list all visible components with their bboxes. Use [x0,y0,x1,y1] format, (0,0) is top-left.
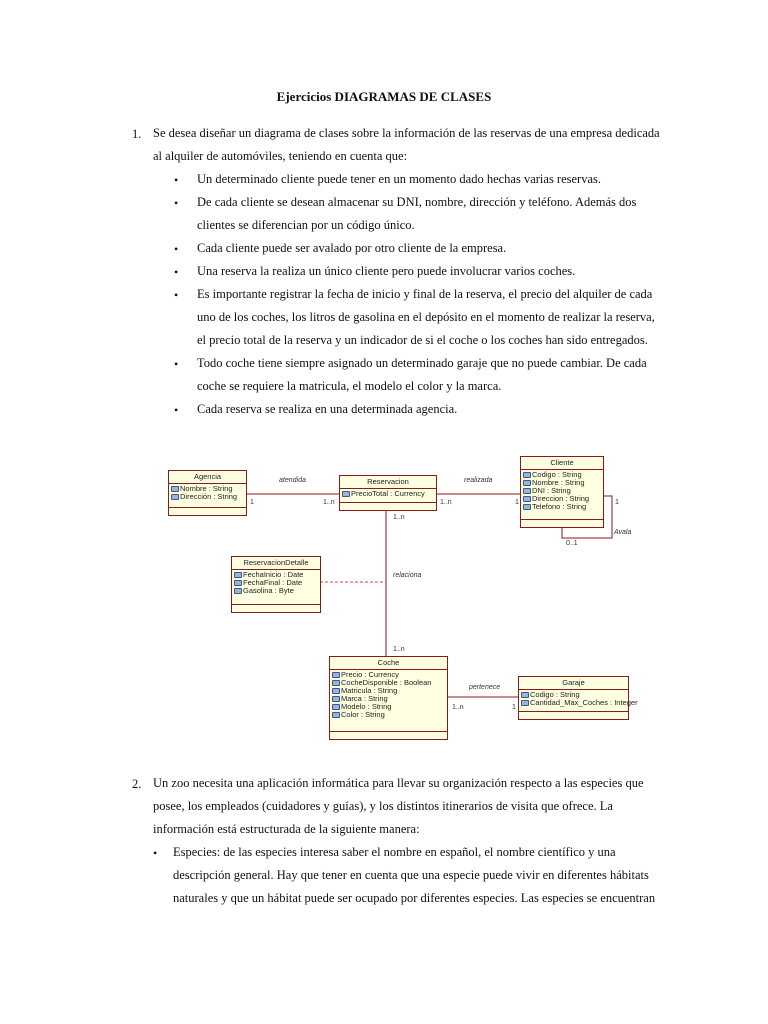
attribute [342,490,434,498]
operations-divider [519,711,628,712]
label-relaciona: relaciona [393,572,422,579]
label-realizada: realizada [464,477,493,484]
bullet-line: el precio total de la reserva y un indicador de si el coche o los coches han sido entregados. [197,333,648,347]
class-reservacion-detalle [231,556,321,613]
bullet-line: Cada cliente puede ser avalado por otro cliente de la empresa. [197,241,507,255]
attribute [332,711,445,719]
attribute-text: Nombre : String [180,484,233,493]
attribute [521,698,638,707]
class-agencia [168,470,247,516]
class-name: Cliente [521,457,603,470]
attribute-list [340,489,436,499]
bullet-line: clientes se diferencian por un código único. [197,218,415,232]
intro-line: al alquiler de automóviles, teniendo en cuenta que: [153,149,408,163]
attribute-text: Matricula : String [341,686,398,695]
class-name: Reservacion [340,476,436,489]
attribute-list [232,570,320,596]
multiplicity: 1 [250,499,254,506]
multiplicity: 1..n [393,514,405,521]
attribute-text: Nombre : String [532,478,585,487]
bullet-icon: • [174,403,179,417]
bullet-line: Una reserva la realiza un único cliente pero puede involucrar varios coches. [197,264,576,278]
multiplicity: 1..n [393,646,405,653]
class-reservacion [339,475,437,511]
operations-divider [330,731,447,732]
intro-line: posee, los empleados (cuidadores y guías), y los distintos itinerarios de visita que ofrece. La [153,799,613,813]
attribute-icon [342,491,350,497]
attribute-icon [523,496,531,502]
attribute-icon [234,588,242,594]
exercise-2-number: 2. [132,777,142,791]
attribute-text: Telefono : String [532,502,587,511]
multiplicity: 1..n [452,704,464,711]
class-coche [329,656,448,740]
attribute-icon [234,572,242,578]
operations-divider [521,519,603,520]
bullet-icon: • [174,357,179,371]
attribute-icon [171,486,179,492]
bullet-line: naturales y que un hábitat puede ser ocupado por diferentes especies. Las especies se encuentran [173,891,656,905]
bullet-icon: • [174,196,179,210]
attribute-text: Cantidad_Max_Coches : Integer [530,698,638,707]
attribute-text: Codigo : String [532,470,582,479]
multiplicity: 1 [615,499,619,506]
intro-line: Se desea diseñar un diagrama de clases sobre la información de las reservas de una empresa dedicada [153,126,660,140]
operations-divider [232,604,320,605]
multiplicity: 1 [515,499,519,506]
bullet-icon: • [174,265,179,279]
attribute-icon [171,494,179,500]
attribute-text: Gasolina : Byte [243,586,294,595]
attribute-text: FechaInicio : Date [243,570,304,579]
attribute [171,493,244,501]
bullet-icon: • [174,288,179,302]
attribute-icon [332,688,340,694]
label-pertenece: pertenece [469,684,501,691]
attribute-text: Modelo : String [341,702,392,711]
bullet-line: descripción general. Hay que tener en cuenta que una especie puede vivir en diferentes hábitats [173,868,649,882]
attribute-text: CocheDisponible : Boolean [341,678,432,687]
page-title: Ejercicios DIAGRAMAS DE CLASES [276,89,492,104]
attribute-text: DNI : String [532,486,571,495]
exercise-1-number: 1. [132,127,142,141]
attribute-icon [332,680,340,686]
label-atendida: atendida [279,477,306,484]
multiplicity: 1..n [323,499,335,506]
multiplicity: 0..1 [566,540,578,547]
attribute-icon [521,692,529,698]
multiplicity: 1..n [440,499,452,506]
class-name: Agencia [169,471,246,484]
operations-divider [340,502,436,503]
attribute-icon [523,488,531,494]
attribute-icon [523,472,531,478]
attribute-text: FechaFinal : Date [243,578,303,587]
attribute-text: Dirección : String [180,492,238,501]
attribute-list [169,484,246,502]
label-avala: Avala [614,529,632,536]
attribute-icon [523,480,531,486]
class-name: Garaje [519,677,628,690]
exercise-2-intro [153,772,661,841]
bullet-line: uno de los coches, los litros de gasolina en el depósito en el momento de realizar la reserva, [197,310,655,324]
bullet-line: De cada cliente se desean almacenar su DNI, nombre, dirección y teléfono. Además dos [197,195,637,209]
class-name: Coche [330,657,447,670]
bullet-line: Todo coche tiene siempre asignado un determinado garaje que no puede cambiar. De cada [197,356,647,370]
intro-line: información está estructurada de la siguiente manera: [153,822,420,836]
attribute-list [519,690,638,708]
attribute-list [521,470,603,512]
class-cliente [520,456,604,528]
attribute-icon [234,580,242,586]
bullet-icon: • [174,242,179,256]
attribute-text: Codigo : String [530,690,580,699]
bullet-line: coche se requiere la matricula, el modelo el color y la marca. [197,379,502,393]
class-name: ReservacionDetalle [232,557,320,570]
attribute-icon [523,504,531,510]
attribute-icon [332,672,340,678]
bullet-line: Es importante registrar la fecha de inicio y final de la reserva, el precio del alquiler de cada [197,287,653,301]
attribute-icon [521,700,529,706]
intro-line: Un zoo necesita una aplicación informática para llevar su organización respecto a las especies que [153,776,644,790]
attribute-icon [332,704,340,710]
multiplicity: 1 [512,704,516,711]
class-garaje [518,676,638,720]
attribute-icon [332,712,340,718]
attribute [234,587,318,595]
bullet-line: Un determinado cliente puede tener en un momento dado hechas varias reservas. [197,172,602,186]
attribute-text: Direccion : String [532,494,590,503]
operations-divider [169,507,246,508]
bullet-icon: • [153,846,158,860]
exercise-2-bullet [173,841,661,910]
bullet-line: Cada reserva se realiza en una determinada agencia. [197,402,458,416]
bullet-icon: • [174,173,179,187]
attribute-text: Marca : String [341,694,388,703]
bullet-line: Especies: de las especies interesa saber el nombre en español, el nombre científico y una [173,845,616,859]
attribute [523,503,601,511]
attribute-text: Precio : Currency [341,670,399,679]
attribute-icon [332,696,340,702]
attribute-text: Color : String [341,710,385,719]
attribute-text: PrecioTotal : Currency [351,489,425,498]
attribute-list [330,670,447,720]
